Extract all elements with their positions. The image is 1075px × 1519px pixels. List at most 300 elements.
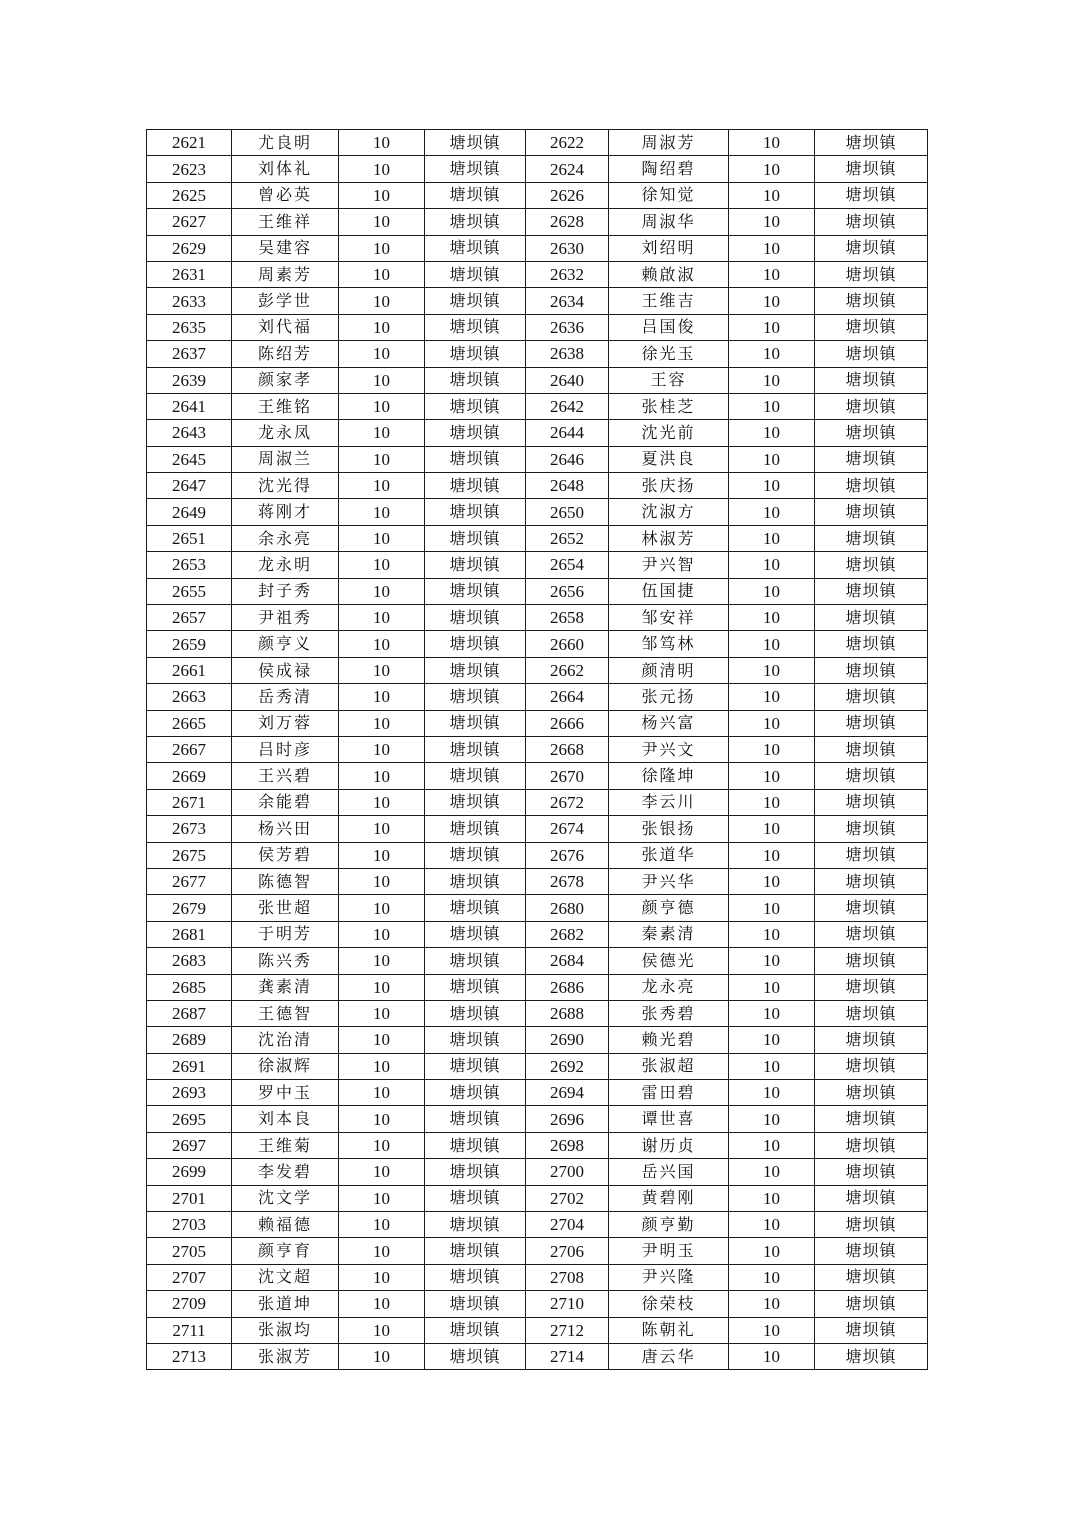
name-cell: 张道坤 — [232, 1291, 339, 1317]
table-row — [147, 657, 928, 683]
serial-number-cell: 2654 — [526, 552, 609, 578]
serial-number-cell: 2689 — [147, 1027, 232, 1053]
serial-number-cell: 2651 — [147, 525, 232, 551]
serial-number-cell: 2625 — [147, 182, 232, 208]
town-cell: 塘坝镇 — [425, 948, 526, 974]
serial-number-cell: 2645 — [147, 446, 232, 472]
name-cell: 张桂芝 — [609, 393, 729, 419]
name-cell: 龙永凤 — [232, 420, 339, 446]
town-cell: 塘坝镇 — [425, 657, 526, 683]
town-cell: 塘坝镇 — [815, 605, 928, 631]
serial-number-cell: 2674 — [526, 816, 609, 842]
name-cell: 侯成禄 — [232, 657, 339, 683]
roster-table-body — [147, 130, 928, 1370]
town-cell: 塘坝镇 — [425, 684, 526, 710]
serial-number-cell: 2682 — [526, 921, 609, 947]
name-cell: 谭世喜 — [609, 1106, 729, 1132]
amount-cell: 10 — [339, 1000, 425, 1026]
serial-number-cell: 2660 — [526, 631, 609, 657]
name-cell: 吕时彦 — [232, 736, 339, 762]
name-cell: 赖光碧 — [609, 1027, 729, 1053]
serial-number-cell: 2678 — [526, 868, 609, 894]
name-cell: 张秀碧 — [609, 1000, 729, 1026]
name-cell: 刘代福 — [232, 314, 339, 340]
amount-cell: 10 — [729, 1053, 815, 1079]
serial-number-cell: 2714 — [526, 1343, 609, 1369]
serial-number-cell: 2690 — [526, 1027, 609, 1053]
name-cell: 余能碧 — [232, 789, 339, 815]
name-cell: 伍国捷 — [609, 578, 729, 604]
town-cell: 塘坝镇 — [815, 525, 928, 551]
town-cell: 塘坝镇 — [815, 235, 928, 261]
town-cell: 塘坝镇 — [425, 974, 526, 1000]
town-cell: 塘坝镇 — [425, 789, 526, 815]
amount-cell: 10 — [339, 948, 425, 974]
table-row — [147, 288, 928, 314]
serial-number-cell: 2639 — [147, 367, 232, 393]
amount-cell: 10 — [729, 1264, 815, 1290]
amount-cell: 10 — [339, 209, 425, 235]
table-row — [147, 1132, 928, 1158]
amount-cell: 10 — [729, 1159, 815, 1185]
name-cell: 王兴碧 — [232, 763, 339, 789]
amount-cell: 10 — [339, 235, 425, 261]
town-cell: 塘坝镇 — [815, 842, 928, 868]
name-cell: 尹祖秀 — [232, 605, 339, 631]
amount-cell: 10 — [729, 1291, 815, 1317]
serial-number-cell: 2697 — [147, 1132, 232, 1158]
town-cell: 塘坝镇 — [815, 261, 928, 287]
table-row — [147, 1317, 928, 1343]
town-cell: 塘坝镇 — [425, 1264, 526, 1290]
name-cell: 陈德智 — [232, 868, 339, 894]
table-row — [147, 948, 928, 974]
amount-cell: 10 — [729, 684, 815, 710]
town-cell: 塘坝镇 — [425, 1343, 526, 1369]
name-cell: 颜亨勤 — [609, 1212, 729, 1238]
serial-number-cell: 2644 — [526, 420, 609, 446]
town-cell: 塘坝镇 — [425, 314, 526, 340]
town-cell: 塘坝镇 — [815, 393, 928, 419]
table-row — [147, 816, 928, 842]
town-cell: 塘坝镇 — [425, 763, 526, 789]
name-cell: 张淑均 — [232, 1317, 339, 1343]
town-cell: 塘坝镇 — [425, 209, 526, 235]
amount-cell: 10 — [729, 1238, 815, 1264]
table-row — [147, 235, 928, 261]
amount-cell: 10 — [339, 261, 425, 287]
name-cell: 雷田碧 — [609, 1080, 729, 1106]
serial-number-cell: 2636 — [526, 314, 609, 340]
serial-number-cell: 2664 — [526, 684, 609, 710]
name-cell: 岳秀清 — [232, 684, 339, 710]
serial-number-cell: 2659 — [147, 631, 232, 657]
serial-number-cell: 2624 — [526, 156, 609, 182]
name-cell: 陈绍芳 — [232, 341, 339, 367]
amount-cell: 10 — [729, 314, 815, 340]
town-cell: 塘坝镇 — [425, 367, 526, 393]
table-row — [147, 182, 928, 208]
town-cell: 塘坝镇 — [425, 288, 526, 314]
serial-number-cell: 2667 — [147, 736, 232, 762]
town-cell: 塘坝镇 — [815, 948, 928, 974]
name-cell: 夏洪良 — [609, 446, 729, 472]
serial-number-cell: 2666 — [526, 710, 609, 736]
name-cell: 颜亨育 — [232, 1238, 339, 1264]
town-cell: 塘坝镇 — [815, 182, 928, 208]
table-row — [147, 1212, 928, 1238]
serial-number-cell: 2672 — [526, 789, 609, 815]
name-cell: 沈文学 — [232, 1185, 339, 1211]
amount-cell: 10 — [339, 631, 425, 657]
serial-number-cell: 2673 — [147, 816, 232, 842]
table-row — [147, 684, 928, 710]
amount-cell: 10 — [339, 473, 425, 499]
serial-number-cell: 2696 — [526, 1106, 609, 1132]
table-row — [147, 341, 928, 367]
amount-cell: 10 — [339, 314, 425, 340]
name-cell: 徐隆坤 — [609, 763, 729, 789]
name-cell: 曾必英 — [232, 182, 339, 208]
serial-number-cell: 2657 — [147, 605, 232, 631]
town-cell: 塘坝镇 — [425, 1317, 526, 1343]
name-cell: 颜家孝 — [232, 367, 339, 393]
name-cell: 颜亨义 — [232, 631, 339, 657]
name-cell: 李发碧 — [232, 1159, 339, 1185]
name-cell: 尹明玉 — [609, 1238, 729, 1264]
table-row — [147, 842, 928, 868]
serial-number-cell: 2637 — [147, 341, 232, 367]
name-cell: 张世超 — [232, 895, 339, 921]
name-cell: 刘绍明 — [609, 235, 729, 261]
town-cell: 塘坝镇 — [425, 420, 526, 446]
amount-cell: 10 — [729, 631, 815, 657]
serial-number-cell: 2632 — [526, 261, 609, 287]
table-row — [147, 868, 928, 894]
name-cell: 张淑超 — [609, 1053, 729, 1079]
name-cell: 吴建容 — [232, 235, 339, 261]
amount-cell: 10 — [339, 156, 425, 182]
table-row — [147, 789, 928, 815]
serial-number-cell: 2671 — [147, 789, 232, 815]
amount-cell: 10 — [339, 1264, 425, 1290]
table-row — [147, 1343, 928, 1369]
town-cell: 塘坝镇 — [815, 1132, 928, 1158]
town-cell: 塘坝镇 — [815, 868, 928, 894]
amount-cell: 10 — [339, 446, 425, 472]
amount-cell: 10 — [729, 341, 815, 367]
serial-number-cell: 2685 — [147, 974, 232, 1000]
serial-number-cell: 2633 — [147, 288, 232, 314]
serial-number-cell: 2694 — [526, 1080, 609, 1106]
serial-number-cell: 2688 — [526, 1000, 609, 1026]
serial-number-cell: 2662 — [526, 657, 609, 683]
name-cell: 徐荣枝 — [609, 1291, 729, 1317]
name-cell: 刘本良 — [232, 1106, 339, 1132]
town-cell: 塘坝镇 — [815, 288, 928, 314]
serial-number-cell: 2630 — [526, 235, 609, 261]
serial-number-cell: 2628 — [526, 209, 609, 235]
town-cell: 塘坝镇 — [425, 710, 526, 736]
amount-cell: 10 — [729, 948, 815, 974]
table-row — [147, 130, 928, 156]
amount-cell: 10 — [729, 261, 815, 287]
amount-cell: 10 — [339, 288, 425, 314]
name-cell: 张淑芳 — [232, 1343, 339, 1369]
amount-cell: 10 — [339, 921, 425, 947]
town-cell: 塘坝镇 — [815, 1027, 928, 1053]
name-cell: 蒋刚才 — [232, 499, 339, 525]
serial-number-cell: 2668 — [526, 736, 609, 762]
name-cell: 张庆扬 — [609, 473, 729, 499]
serial-number-cell: 2656 — [526, 578, 609, 604]
town-cell: 塘坝镇 — [815, 631, 928, 657]
serial-number-cell: 2701 — [147, 1185, 232, 1211]
town-cell: 塘坝镇 — [425, 235, 526, 261]
amount-cell: 10 — [729, 816, 815, 842]
serial-number-cell: 2649 — [147, 499, 232, 525]
town-cell: 塘坝镇 — [425, 552, 526, 578]
town-cell: 塘坝镇 — [815, 1264, 928, 1290]
town-cell: 塘坝镇 — [815, 1159, 928, 1185]
amount-cell: 10 — [729, 895, 815, 921]
name-cell: 徐光玉 — [609, 341, 729, 367]
amount-cell: 10 — [339, 736, 425, 762]
serial-number-cell: 2693 — [147, 1080, 232, 1106]
town-cell: 塘坝镇 — [815, 657, 928, 683]
amount-cell: 10 — [339, 1317, 425, 1343]
amount-cell: 10 — [339, 684, 425, 710]
name-cell: 沈光前 — [609, 420, 729, 446]
town-cell: 塘坝镇 — [815, 446, 928, 472]
serial-number-cell: 2695 — [147, 1106, 232, 1132]
amount-cell: 10 — [339, 393, 425, 419]
amount-cell: 10 — [339, 1185, 425, 1211]
serial-number-cell: 2665 — [147, 710, 232, 736]
table-row — [147, 261, 928, 287]
town-cell: 塘坝镇 — [815, 420, 928, 446]
town-cell: 塘坝镇 — [425, 578, 526, 604]
amount-cell: 10 — [339, 1053, 425, 1079]
name-cell: 侯德光 — [609, 948, 729, 974]
amount-cell: 10 — [339, 341, 425, 367]
amount-cell: 10 — [339, 1027, 425, 1053]
town-cell: 塘坝镇 — [425, 446, 526, 472]
serial-number-cell: 2677 — [147, 868, 232, 894]
name-cell: 张银扬 — [609, 816, 729, 842]
serial-number-cell: 2655 — [147, 578, 232, 604]
serial-number-cell: 2658 — [526, 605, 609, 631]
serial-number-cell: 2704 — [526, 1212, 609, 1238]
table-row — [147, 367, 928, 393]
amount-cell: 10 — [729, 182, 815, 208]
table-row — [147, 1264, 928, 1290]
name-cell: 罗中玉 — [232, 1080, 339, 1106]
town-cell: 塘坝镇 — [815, 1343, 928, 1369]
table-row — [147, 393, 928, 419]
serial-number-cell: 2705 — [147, 1238, 232, 1264]
town-cell: 塘坝镇 — [815, 1291, 928, 1317]
serial-number-cell: 2629 — [147, 235, 232, 261]
amount-cell: 10 — [729, 156, 815, 182]
amount-cell: 10 — [339, 895, 425, 921]
roster-table — [146, 129, 928, 1370]
town-cell: 塘坝镇 — [425, 842, 526, 868]
town-cell: 塘坝镇 — [815, 763, 928, 789]
amount-cell: 10 — [729, 209, 815, 235]
town-cell: 塘坝镇 — [815, 684, 928, 710]
serial-number-cell: 2642 — [526, 393, 609, 419]
name-cell: 沈光得 — [232, 473, 339, 499]
serial-number-cell: 2640 — [526, 367, 609, 393]
town-cell: 塘坝镇 — [425, 130, 526, 156]
amount-cell: 10 — [729, 235, 815, 261]
town-cell: 塘坝镇 — [425, 1159, 526, 1185]
amount-cell: 10 — [729, 420, 815, 446]
serial-number-cell: 2702 — [526, 1185, 609, 1211]
table-row — [147, 1080, 928, 1106]
serial-number-cell: 2650 — [526, 499, 609, 525]
town-cell: 塘坝镇 — [815, 1238, 928, 1264]
serial-number-cell: 2700 — [526, 1159, 609, 1185]
table-row — [147, 1053, 928, 1079]
amount-cell: 10 — [729, 789, 815, 815]
town-cell: 塘坝镇 — [425, 393, 526, 419]
serial-number-cell: 2707 — [147, 1264, 232, 1290]
amount-cell: 10 — [729, 710, 815, 736]
amount-cell: 10 — [339, 842, 425, 868]
table-row — [147, 763, 928, 789]
amount-cell: 10 — [729, 921, 815, 947]
amount-cell: 10 — [729, 1317, 815, 1343]
amount-cell: 10 — [729, 1132, 815, 1158]
name-cell: 周淑华 — [609, 209, 729, 235]
town-cell: 塘坝镇 — [815, 1106, 928, 1132]
serial-number-cell: 2643 — [147, 420, 232, 446]
name-cell: 尹兴华 — [609, 868, 729, 894]
amount-cell: 10 — [339, 182, 425, 208]
table-row — [147, 525, 928, 551]
name-cell: 林淑芳 — [609, 525, 729, 551]
serial-number-cell: 2648 — [526, 473, 609, 499]
table-row — [147, 499, 928, 525]
serial-number-cell: 2712 — [526, 1317, 609, 1343]
name-cell: 尹兴文 — [609, 736, 729, 762]
name-cell: 赖福德 — [232, 1212, 339, 1238]
town-cell: 塘坝镇 — [815, 314, 928, 340]
name-cell: 徐知觉 — [609, 182, 729, 208]
town-cell: 塘坝镇 — [815, 367, 928, 393]
serial-number-cell: 2627 — [147, 209, 232, 235]
table-row — [147, 736, 928, 762]
name-cell: 刘万蓉 — [232, 710, 339, 736]
serial-number-cell: 2647 — [147, 473, 232, 499]
serial-number-cell: 2706 — [526, 1238, 609, 1264]
amount-cell: 10 — [339, 525, 425, 551]
name-cell: 尹兴隆 — [609, 1264, 729, 1290]
name-cell: 谢历贞 — [609, 1132, 729, 1158]
amount-cell: 10 — [729, 868, 815, 894]
name-cell: 徐淑辉 — [232, 1053, 339, 1079]
name-cell: 王维吉 — [609, 288, 729, 314]
town-cell: 塘坝镇 — [425, 895, 526, 921]
amount-cell: 10 — [339, 816, 425, 842]
town-cell: 塘坝镇 — [815, 895, 928, 921]
amount-cell: 10 — [339, 789, 425, 815]
serial-number-cell: 2663 — [147, 684, 232, 710]
town-cell: 塘坝镇 — [425, 1053, 526, 1079]
amount-cell: 10 — [339, 367, 425, 393]
table-row — [147, 314, 928, 340]
town-cell: 塘坝镇 — [425, 631, 526, 657]
town-cell: 塘坝镇 — [425, 605, 526, 631]
amount-cell: 10 — [339, 1343, 425, 1369]
town-cell: 塘坝镇 — [425, 1238, 526, 1264]
town-cell: 塘坝镇 — [425, 182, 526, 208]
amount-cell: 10 — [729, 763, 815, 789]
serial-number-cell: 2635 — [147, 314, 232, 340]
amount-cell: 10 — [339, 763, 425, 789]
amount-cell: 10 — [729, 1080, 815, 1106]
table-row — [147, 1000, 928, 1026]
serial-number-cell: 2680 — [526, 895, 609, 921]
name-cell: 颜清明 — [609, 657, 729, 683]
amount-cell: 10 — [729, 605, 815, 631]
name-cell: 秦素清 — [609, 921, 729, 947]
town-cell: 塘坝镇 — [815, 974, 928, 1000]
town-cell: 塘坝镇 — [815, 1212, 928, 1238]
serial-number-cell: 2679 — [147, 895, 232, 921]
town-cell: 塘坝镇 — [815, 1000, 928, 1026]
amount-cell: 10 — [339, 1238, 425, 1264]
serial-number-cell: 2621 — [147, 130, 232, 156]
town-cell: 塘坝镇 — [815, 789, 928, 815]
table-row — [147, 895, 928, 921]
name-cell: 王德智 — [232, 1000, 339, 1026]
name-cell: 邹安祥 — [609, 605, 729, 631]
name-cell: 龚素清 — [232, 974, 339, 1000]
name-cell: 王维铭 — [232, 393, 339, 419]
town-cell: 塘坝镇 — [815, 130, 928, 156]
name-cell: 杨兴田 — [232, 816, 339, 842]
table-row — [147, 1185, 928, 1211]
name-cell: 周淑兰 — [232, 446, 339, 472]
amount-cell: 10 — [729, 499, 815, 525]
amount-cell: 10 — [729, 1027, 815, 1053]
serial-number-cell: 2703 — [147, 1212, 232, 1238]
serial-number-cell: 2692 — [526, 1053, 609, 1079]
amount-cell: 10 — [729, 657, 815, 683]
serial-number-cell: 2631 — [147, 261, 232, 287]
amount-cell: 10 — [339, 552, 425, 578]
amount-cell: 10 — [339, 1106, 425, 1132]
table-row — [147, 974, 928, 1000]
name-cell: 余永亮 — [232, 525, 339, 551]
serial-number-cell: 2641 — [147, 393, 232, 419]
town-cell: 塘坝镇 — [815, 1185, 928, 1211]
table-row — [147, 209, 928, 235]
table-row — [147, 631, 928, 657]
town-cell: 塘坝镇 — [425, 1106, 526, 1132]
name-cell: 尹兴智 — [609, 552, 729, 578]
amount-cell: 10 — [339, 710, 425, 736]
table-row — [147, 552, 928, 578]
town-cell: 塘坝镇 — [425, 736, 526, 762]
serial-number-cell: 2684 — [526, 948, 609, 974]
table-row — [147, 1159, 928, 1185]
amount-cell: 10 — [339, 868, 425, 894]
serial-number-cell: 2669 — [147, 763, 232, 789]
